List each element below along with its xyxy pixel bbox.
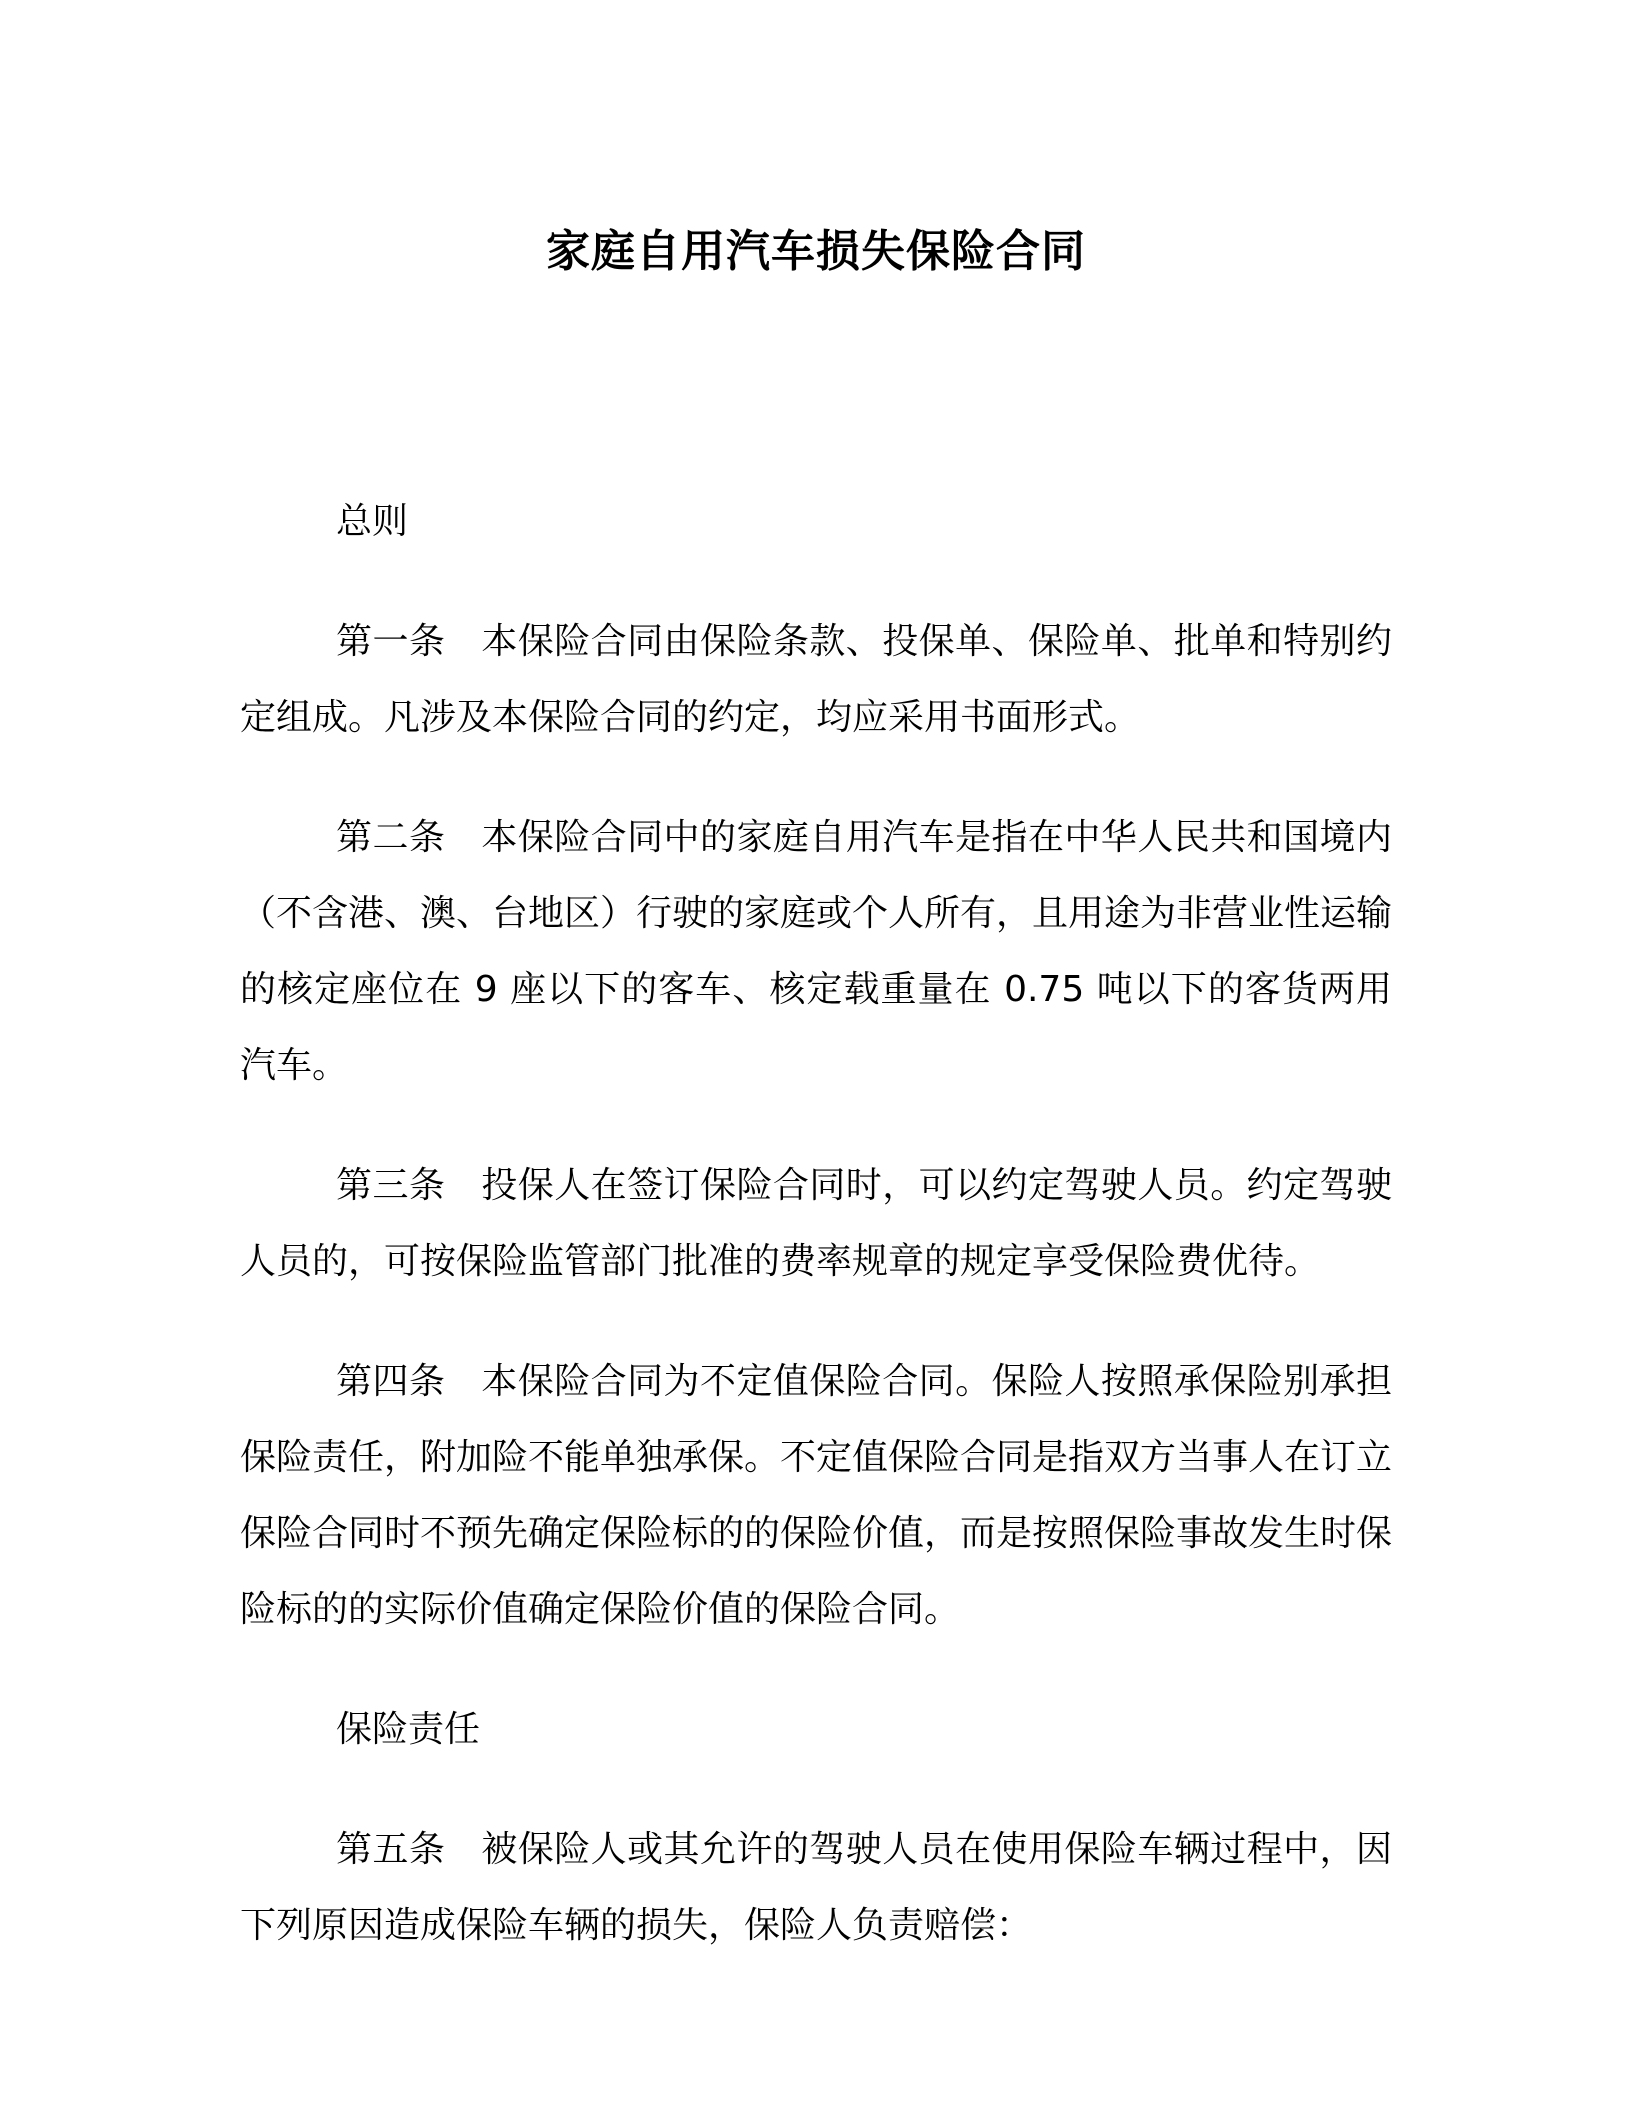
article-number: 第五条 <box>336 1829 446 1870</box>
article-text: 本保险合同中的家庭自用汽车是指在中华人民共和国境内（不含港、澳、台地区）行驶的家庭或个人所有，且用途为非营业性运输的核定座位在 9 座以下的客车、核定载重量在 0.75 吨以下的客货两用汽车。 <box>240 817 1393 1086</box>
article-number: 第三条 <box>336 1165 446 1206</box>
article-3 <box>240 1148 1392 1300</box>
article-5 <box>240 1812 1392 1964</box>
document-title: 家庭自用汽车损失保险合同 <box>546 226 1086 277</box>
article-number: 第四条 <box>336 1361 446 1402</box>
section-heading-liability: 保险责任 <box>336 1709 481 1750</box>
article-text: 本保险合同由保险条款、投保单、保险单、批单和特别约定组成。凡涉及本保险合同的约定，均应采用书面形式。 <box>240 621 1392 738</box>
article-text: 被保险人或其允许的驾驶人员在使用保险车辆过程中，因下列原因造成保险车辆的损失，保险人负责赔偿： <box>240 1829 1392 1946</box>
section-heading-general: 总则 <box>336 501 409 542</box>
document-body <box>240 484 1392 2008</box>
article-number: 第一条 <box>336 621 446 662</box>
article-number: 第二条 <box>336 817 446 858</box>
article-2 <box>240 800 1392 1104</box>
article-1 <box>240 604 1392 756</box>
article-4 <box>240 1344 1392 1648</box>
article-text: 本保险合同为不定值保险合同。保险人按照承保险别承担保险责任，附加险不能单独承保。不定值保险合同是指双方当事人在订立保险合同时不预先确定保险标的的保险价值，而是按照保险事故发生时保险标的的实际价值确定保险价值的保险合同。 <box>240 1361 1393 1630</box>
article-text: 投保人在签订保险合同时，可以约定驾驶人员。约定驾驶人员的，可按保险监管部门批准的费率规章的规定享受保险费优待。 <box>240 1165 1392 1282</box>
